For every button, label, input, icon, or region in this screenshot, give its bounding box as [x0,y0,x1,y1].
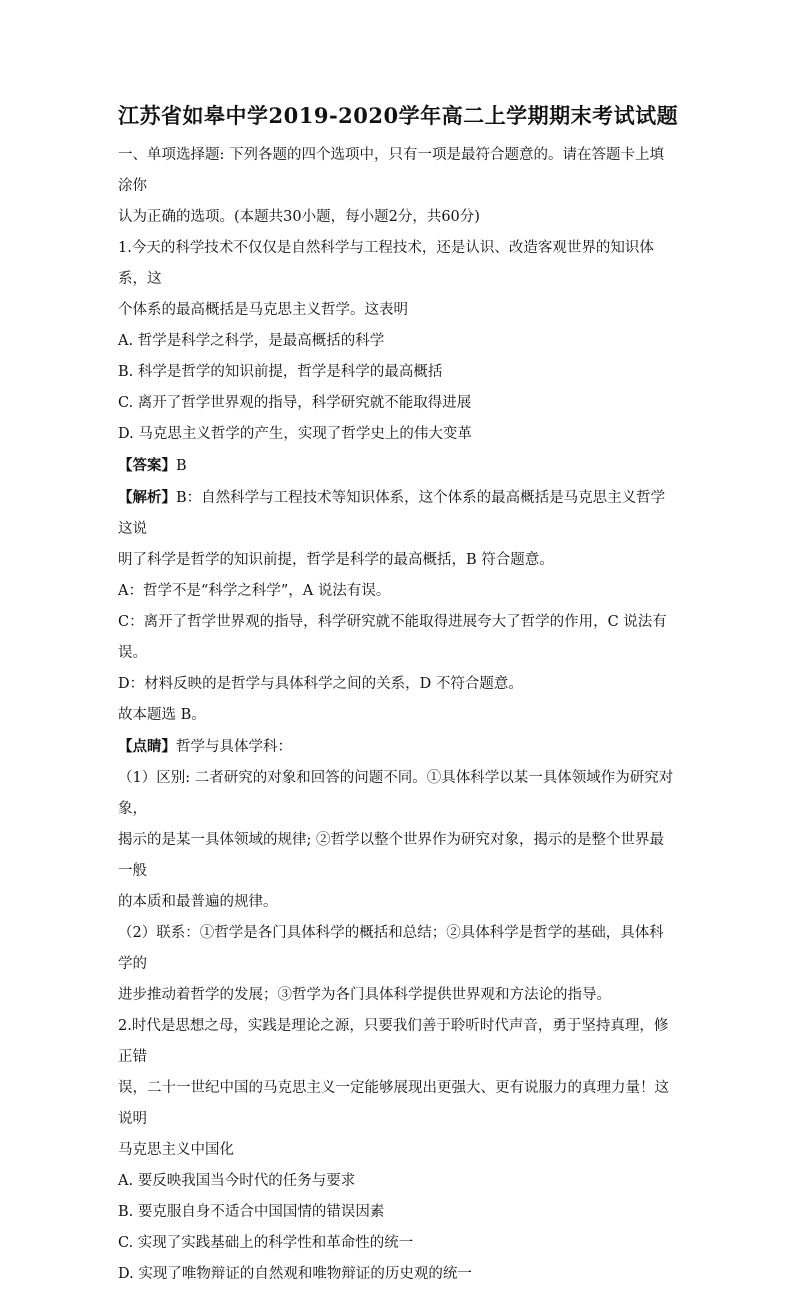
answer-value: B [176,458,187,474]
q1-analysis-line: D：材料反映的是哲学与具体科学之间的关系，D 不符合题意。 [118,676,523,692]
q2-stem-line: 马克思主义中国化 [118,1142,234,1158]
intro-line: 一、单项选择题: 下列各题的四个选项中，只有一项是最符合题意的。请在答题卡上填涂你 [118,147,664,194]
q1-option-a: A. 哲学是科学之科学，是最高概括的科学 [118,333,385,349]
q1-tip-line: 揭示的是某一具体领域的规律; ②哲学以整个世界作为研究对象，揭示的是整个世界最一般 [118,832,664,879]
tip-tag: 【点睛】 [118,738,176,755]
q1-tip-heading [118,731,678,763]
q1-tip-line: 的本质和最普遍的规律。 [118,894,278,910]
q2-option-a: A. 要反映我国当今时代的任务与要求 [118,1173,356,1189]
q1-tip-line: （1）区别: 二者研究的对象和回答的问题不同。①具体科学以某一具体领域作为研究对象， [118,770,674,817]
q1-analysis-line [118,482,678,545]
section-intro [118,140,678,233]
q1-stem-line: 1.今天的科学技术不仅仅是自然科学与工程技术，还是认识、改造客观世界的知识体系，这 [118,240,654,287]
q1-analysis-line: 明了科学是哲学的知识前提，哲学是科学的最高概括，B 符合题意。 [118,552,554,568]
q2-stem-line: 误，二十一世纪中国的马克思主义一定能够展现出更强大、更有说服力的真理力量！这说明 [118,1080,669,1127]
analysis-text: B：自然科学与工程技术等知识体系，这个体系的最高概括是马克思主义哲学这说 [118,490,666,537]
q2-stem-line: 2.时代是思想之母，实践是理论之源，只要我们善于聆听时代声音，勇于坚持真理，修正错 [118,1018,669,1065]
tip-title: 哲学与具体学科： [176,739,292,755]
q2-option-b: B. 要克服自身不适合中国国情的错误因素 [118,1204,385,1220]
q1-tip-line: 进步推动着哲学的发展；③哲学为各门具体科学提供世界观和方法论的指导。 [118,987,611,1003]
q1-analysis-line: C：离开了哲学世界观的指导，科学研究就不能取得进展夸大了哲学的作用，C 说法有误。 [118,614,667,661]
q2-option-c: C. 实现了实践基础上的科学性和革命性的统一 [118,1235,414,1251]
page-title: 江苏省如皋中学2019-2020学年高二上学期期末考试试题 [118,103,679,128]
q2-option-d: D. 实现了唯物辩证的自然观和唯物辩证的历史观的统一 [118,1266,472,1282]
q1-option-d: D. 马克思主义哲学的产生，实现了哲学史上的伟大变革 [118,426,472,442]
intro-line: 认为正确的选项。(本题共30小题，每小题2分，共60分) [118,209,480,225]
document-page [118,100,678,1290]
q1-option-b: B. 科学是哲学的知识前提，哲学是科学的最高概括 [118,364,443,380]
question-1 [118,233,678,1011]
answer-tag: 【答案】 [118,457,176,474]
q1-answer [118,450,678,482]
q1-analysis-line: A：哲学不是“科学之科学”，A 说法有误。 [118,583,391,599]
q1-tip-line: （2）联系：①哲学是各门具体科学的概括和总结；②具体科学是哲学的基础，具体科学的 [118,925,664,972]
question-2 [118,1011,678,1290]
analysis-tag: 【解析】 [118,489,176,506]
q1-analysis-line: 故本题选 B。 [118,707,206,723]
q1-option-c: C. 离开了哲学世界观的指导，科学研究就不能取得进展 [118,395,472,411]
q1-stem-line: 个体系的最高概括是马克思主义哲学。这表明 [118,302,408,318]
